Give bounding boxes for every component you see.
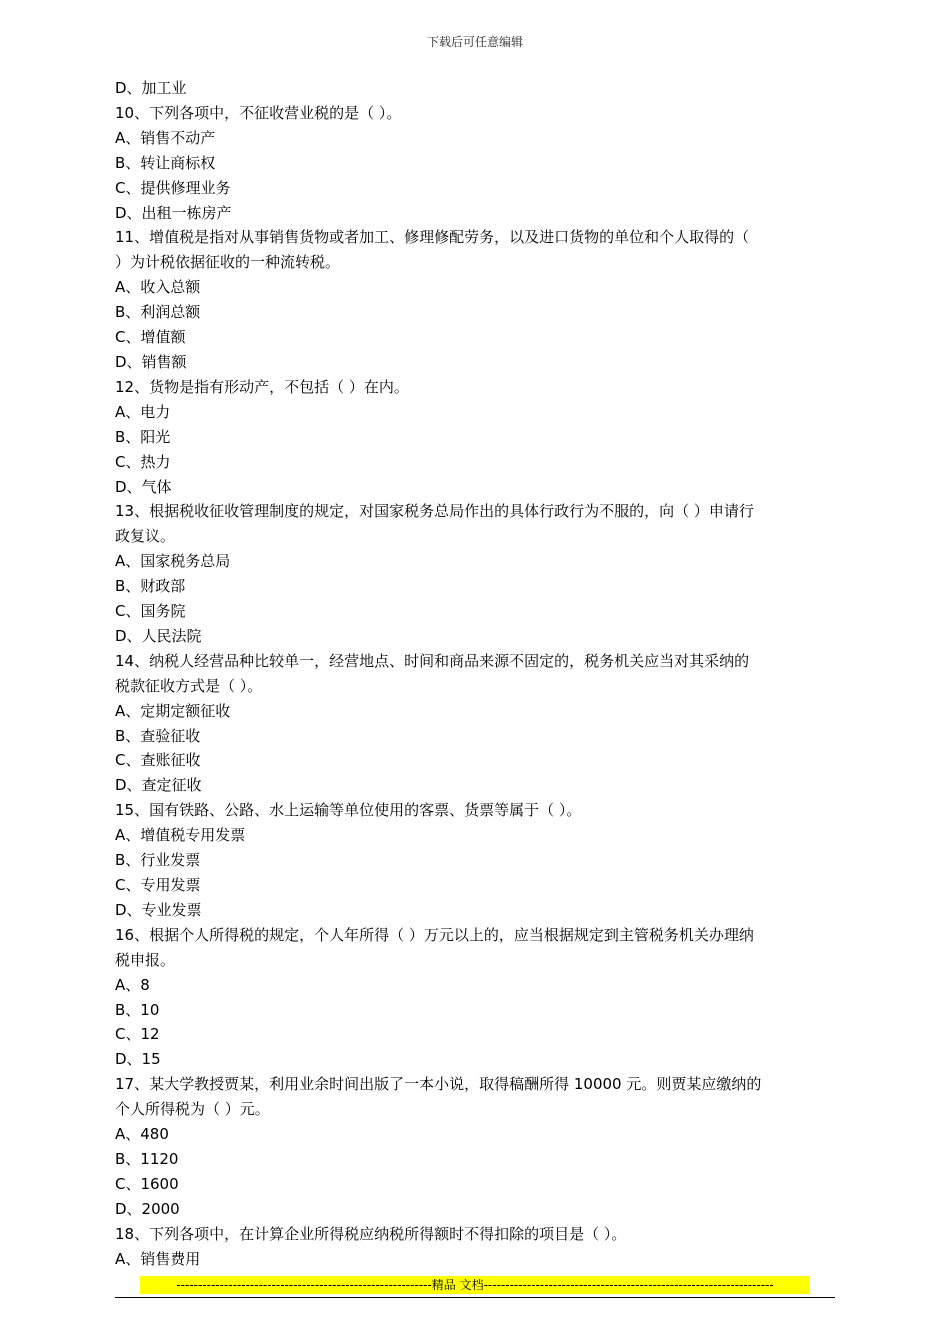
- text-line: D、气体: [115, 477, 172, 496]
- text-line: 税款征收方式是（ ）。: [115, 676, 263, 695]
- page-header: 下载后可任意编辑: [426, 35, 523, 49]
- footer-banner: -----------------------------------------------------------精品 文档-------------------------------------------------------------------: [140, 1276, 810, 1294]
- text-line: 17、某大学教授贾某，利用业余时间出版了一本小说，取得稿酬所得 10000 元。则贾某应缴纳的: [115, 1075, 762, 1094]
- text-line: B、1120: [115, 1149, 179, 1168]
- text-line: C、12: [115, 1025, 160, 1044]
- text-line: ）为计税依据征收的一种流转税。: [115, 253, 341, 272]
- text-line: 个人所得税为（ ）元。: [115, 1100, 270, 1119]
- footer-divider: [115, 1297, 835, 1298]
- text-line: 16、根据个人所得税的规定，个人年所得（ ）万元以上的，应当根据规定到主管税务机关办理纳: [115, 925, 754, 944]
- text-line: C、增值额: [115, 328, 186, 347]
- document-body: [115, 76, 827, 1272]
- text-line: B、查验征收: [115, 726, 201, 745]
- text-line: 13、根据税收征收管理制度的规定，对国家税务总局作出的具体行政行为不服的，向（ ）申请行: [115, 502, 754, 521]
- text-line: C、国务院: [115, 602, 186, 621]
- text-line: 税申报。: [115, 950, 176, 969]
- text-line: 10、下列各项中，不征收营业税的是（ ）。: [115, 103, 402, 122]
- text-line: A、国家税务总局: [115, 552, 231, 571]
- text-line: B、行业发票: [115, 851, 201, 870]
- text-line: D、查定征收: [115, 776, 202, 795]
- text-line: B、利润总额: [115, 303, 201, 322]
- text-line: D、专业发票: [115, 900, 202, 919]
- text-line: D、加工业: [115, 79, 187, 97]
- text-line: C、专用发票: [115, 876, 201, 894]
- text-line: A、8: [115, 975, 150, 994]
- text-line: D、出租一栋房产: [115, 203, 232, 222]
- text-line: B、财政部: [115, 577, 186, 596]
- text-line: A、销售费用: [115, 1249, 201, 1268]
- text-line: 15、国有铁路、公路、水上运输等单位使用的客票、货票等属于（ ）。: [115, 801, 582, 820]
- text-line: 11、增值税是指对从事销售货物或者加工、修理修配劳务，以及进口货物的单位和个人取得的（: [115, 228, 750, 247]
- text-line: C、1600: [115, 1174, 179, 1193]
- text-line: A、定期定额征收: [115, 701, 231, 720]
- text-line: A、电力: [115, 402, 171, 421]
- text-line: A、收入总额: [115, 278, 201, 297]
- text-line: 18、下列各项中，在计算企业所得税应纳税所得额时不得扣除的项目是（ ）。: [115, 1224, 627, 1243]
- text-line: D、2000: [115, 1199, 180, 1218]
- text-line: 政复议。: [115, 527, 176, 546]
- text-line: A、480: [115, 1125, 169, 1144]
- text-line: C、查账征收: [115, 751, 201, 770]
- text-line: B、10: [115, 1000, 160, 1019]
- text-line: C、提供修理业务: [115, 178, 231, 197]
- text-line: 14、纳税人经营品种比较单一，经营地点、时间和商品来源不固定的，税务机关应当对其采纳的: [115, 651, 750, 670]
- text-line: D、15: [115, 1050, 161, 1069]
- text-line: D、销售额: [115, 352, 187, 371]
- text-line: C、热力: [115, 452, 171, 471]
- text-line: A、销售不动产: [115, 128, 216, 147]
- text-line: B、转让商标权: [115, 153, 216, 172]
- text-line: 12、货物是指有形动产，不包括（ ）在内。: [115, 377, 409, 396]
- text-line: D、人民法院: [115, 626, 202, 645]
- text-line: A、增值税专用发票: [115, 826, 246, 845]
- text-line: B、阳光: [115, 427, 171, 446]
